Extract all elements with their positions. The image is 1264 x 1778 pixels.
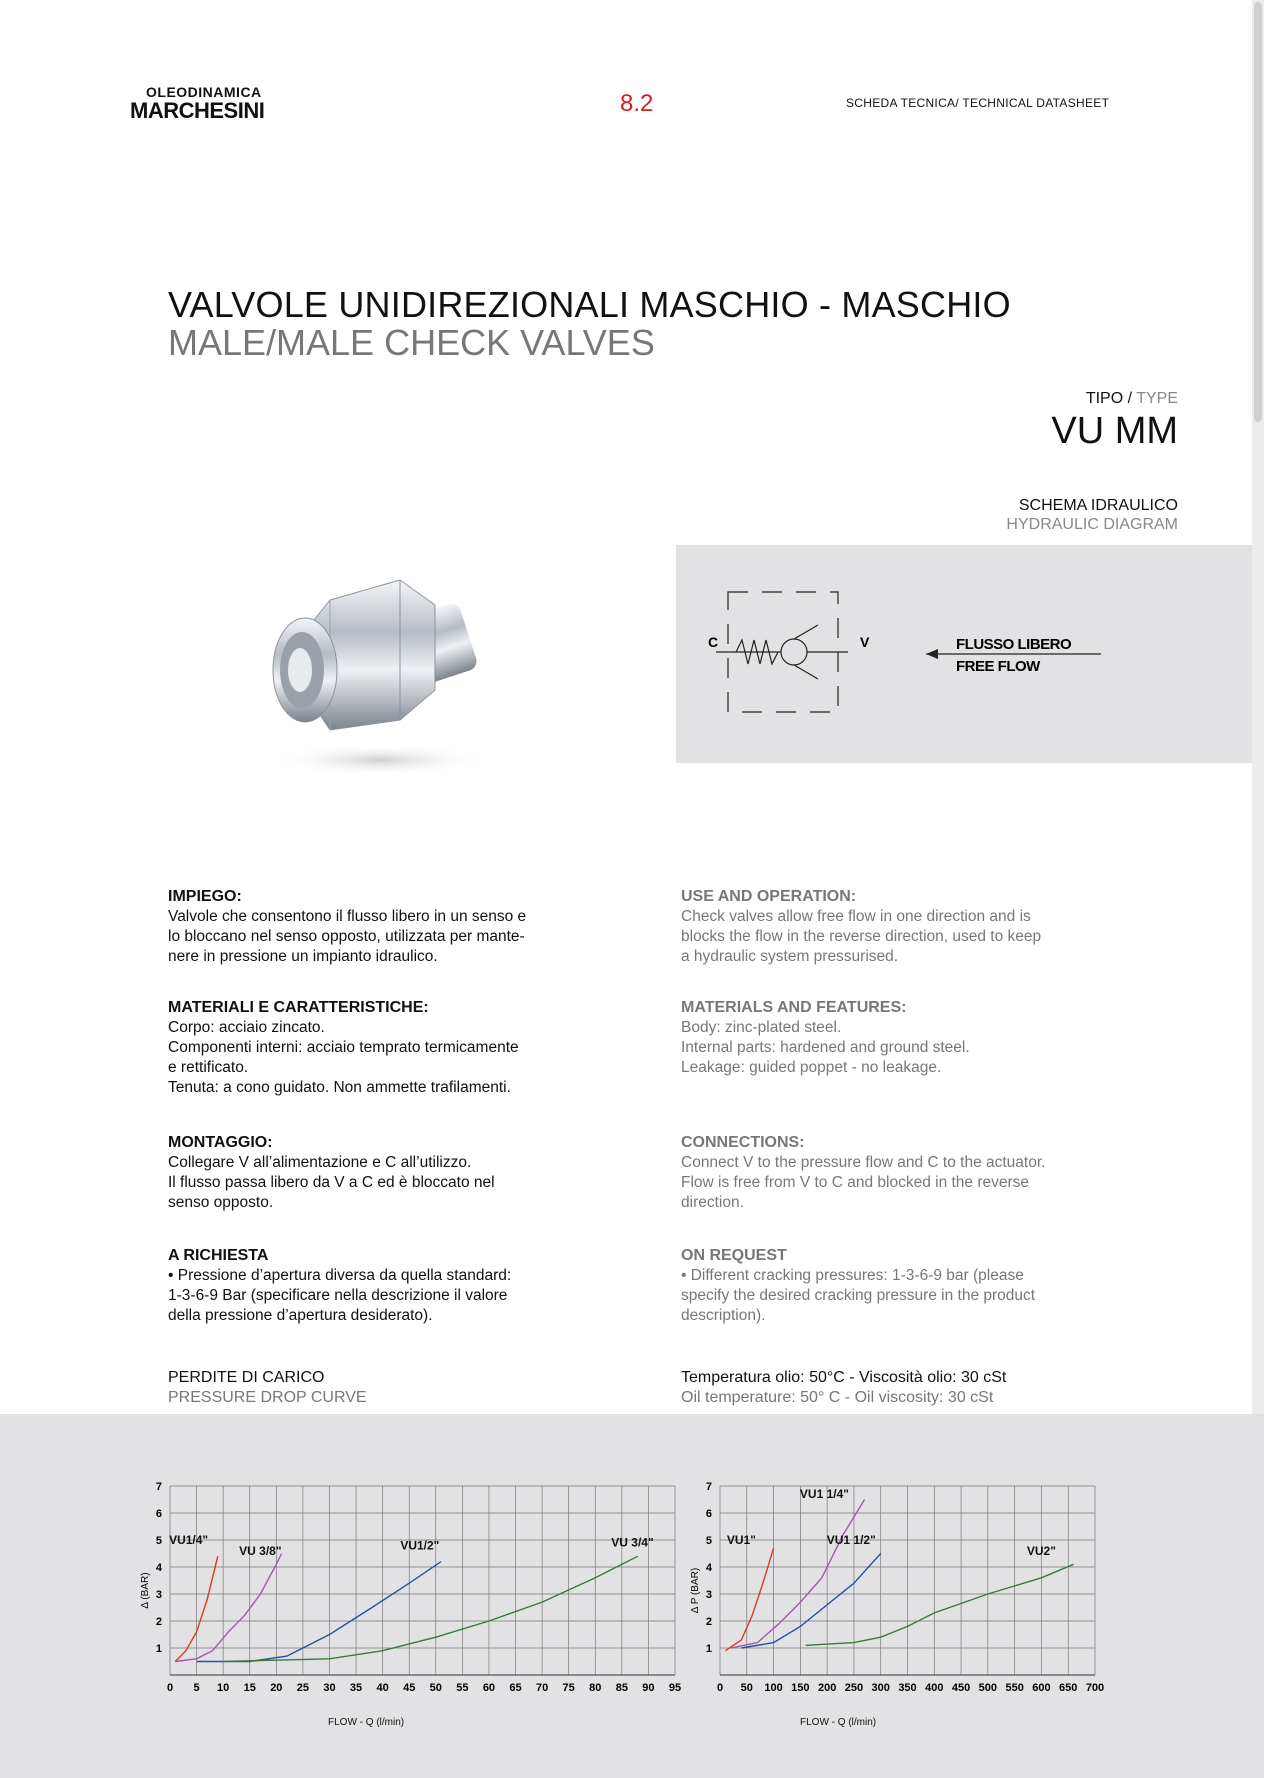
y-tick-label: 4 [155, 1562, 162, 1574]
series-line [731, 1500, 865, 1649]
x-tick-label: 30 [323, 1682, 336, 1694]
x-tick-label: 700 [1085, 1682, 1105, 1694]
pressure-drop-heading [168, 1368, 367, 1408]
hydraulic-diagram-panel [676, 545, 1252, 763]
series-line [197, 1562, 442, 1662]
y-tick-label: 6 [155, 1508, 162, 1520]
x-tick-label: 0 [166, 1682, 174, 1694]
title-english: MALE/MALE CHECK VALVES [168, 322, 655, 363]
section-title: MONTAGGIO: [168, 1134, 273, 1151]
section-title: CONNECTIONS: [681, 1134, 805, 1151]
y-tick-label: 2 [705, 1616, 712, 1628]
x-tick-label: 300 [871, 1682, 890, 1694]
series-label: VU1 1/4" [799, 1487, 849, 1502]
series-label: VU1 1/2" [826, 1533, 876, 1547]
x-tick-label: 40 [376, 1682, 389, 1694]
section-body: Valvole che consentono il flusso libero in un senso e lo bloccano nel senso opposto, utilizzata per mante- nere in pressione un impianto idraulico. [168, 908, 527, 965]
x-tick-label: 90 [642, 1682, 655, 1694]
y-tick-label: 5 [705, 1535, 712, 1547]
x-tick-label: 70 [535, 1682, 549, 1694]
port-c-label: C [708, 634, 719, 650]
series-line [223, 1556, 638, 1661]
y-axis-label: Δ (BAR) [140, 1572, 151, 1609]
x-tick-label: 600 [1032, 1682, 1051, 1694]
section-materials-it [168, 998, 588, 1098]
y-tick-label: 7 [705, 1481, 712, 1493]
x-tick-label: 100 [764, 1682, 783, 1694]
schema-title-it: SCHEMA IDRAULICO [1018, 497, 1178, 514]
port-v-label: V [860, 634, 870, 650]
series-label: VU2" [1026, 1543, 1056, 1558]
section-body: Body: zinc-plated steel. Internal parts: hardened and ground steel. Leakage: guided poppet - no leakage. [681, 1019, 970, 1076]
x-tick-label: 350 [898, 1682, 917, 1694]
y-tick-label: 7 [155, 1481, 162, 1493]
x-tick-label: 85 [615, 1682, 628, 1694]
x-tick-label: 50 [740, 1682, 753, 1694]
section-body: Corpo: acciaio zincato. Componenti interni: acciaio temprato termicamente e rettificato. Tenuta: a cono guidato. Non ammette trafilamenti. [168, 1019, 519, 1096]
y-tick-label: 2 [155, 1616, 162, 1628]
type-label-it: TIPO / [1085, 390, 1137, 407]
page-number: 8.2 [620, 90, 654, 117]
x-axis-label-right: FLOW - Q (l/min) [800, 1717, 877, 1728]
section-use-it [168, 887, 588, 967]
schema-title-en: HYDRAULIC DIAGRAM [1006, 516, 1178, 533]
valve-product-image [250, 560, 510, 780]
x-tick-label: 60 [482, 1682, 496, 1694]
y-axis-label: Δ P (BAR) [690, 1567, 701, 1614]
series-line [175, 1554, 281, 1662]
x-tick-label: 15 [243, 1682, 256, 1694]
x-tick-label: 45 [403, 1682, 416, 1694]
flow-label-en: FREE FLOW [956, 658, 1040, 675]
section-request-en [681, 1246, 1121, 1326]
type-label [1086, 390, 1178, 408]
x-tick-label: 400 [925, 1682, 944, 1694]
section-use-en [681, 887, 1101, 967]
section-body: Connect V to the pressure flow and C to the actuator. Flow is free from V to C and blocked in the reverse direction. [681, 1154, 1046, 1211]
logo-line2: MARCHESINI [130, 98, 265, 123]
pressure-drop-charts-panel [0, 1414, 1264, 1778]
x-tick-label: 80 [589, 1682, 602, 1694]
section-title: USE AND OPERATION: [681, 888, 857, 905]
section-connections-en [681, 1133, 1121, 1213]
y-tick-label: 1 [155, 1643, 162, 1655]
pressure-drop-it: PERDITE DI CARICO [168, 1369, 325, 1386]
chart-grid [170, 1486, 675, 1675]
section-mounting-it [168, 1133, 588, 1213]
section-request-it [168, 1246, 588, 1326]
oil-conditions-it: Temperatura olio: 50°C - Viscosità olio: 30 cSt [681, 1369, 1007, 1386]
pressure-drop-chart-small [130, 1414, 690, 1714]
series-label: VU1/4" [169, 1533, 209, 1547]
type-label-en: TYPE [1136, 390, 1178, 407]
section-materials-en [681, 998, 1101, 1078]
section-body: Collegare V all’alimentazione e C all’utilizzo. Il flusso passa libero da V a C ed è bloccato nel senso opposto. [168, 1154, 495, 1211]
x-tick-label: 55 [456, 1682, 469, 1694]
x-tick-label: 50 [429, 1682, 442, 1694]
x-axis-label-left: FLOW - Q (l/min) [328, 1717, 405, 1728]
y-tick-label: 1 [705, 1643, 712, 1655]
series-line [741, 1554, 880, 1649]
hydraulic-diagram [676, 545, 1252, 763]
section-body: • Pressione d’apertura diversa da quella standard: 1-3-6-9 Bar (specificare nella descrizione il valore della pressione d’apertura desiderato). [168, 1267, 512, 1324]
x-tick-label: 25 [296, 1682, 310, 1694]
y-tick-label: 4 [705, 1562, 712, 1574]
pressure-drop-chart-large [670, 1414, 1130, 1714]
section-title: MATERIALI E CARATTERISTICHE: [168, 999, 429, 1016]
datasheet-label: SCHEDA TECNICA/ TECHNICAL DATASHEET [846, 96, 1110, 110]
series-label: VU1" [726, 1533, 756, 1547]
pressure-drop-en: PRESSURE DROP CURVE [168, 1389, 367, 1406]
y-tick-label: 3 [155, 1589, 162, 1601]
scrollbar-thumb[interactable] [1254, 2, 1262, 422]
x-tick-label: 75 [562, 1682, 575, 1694]
x-tick-label: 65 [509, 1682, 522, 1694]
section-title: MATERIALS AND FEATURES: [681, 999, 907, 1016]
section-body: • Different cracking pressures: 1-3-6-9 bar (please specify the desired cracking pressure in the product description). [681, 1267, 1036, 1324]
x-tick-label: 10 [217, 1682, 230, 1694]
section-title: IMPIEGO: [168, 888, 242, 905]
title-italian: VALVOLE UNIDIREZIONALI MASCHIO - MASCHIO [168, 284, 1011, 325]
flow-label-it: FLUSSO LIBERO [956, 636, 1072, 653]
x-tick-label: 150 [791, 1682, 810, 1694]
series-label: VU 3/8" [239, 1543, 282, 1558]
x-tick-label: 0 [716, 1682, 724, 1694]
x-tick-label: 20 [270, 1682, 283, 1694]
oil-conditions [681, 1368, 1006, 1408]
series-label: VU 3/4" [611, 1535, 654, 1550]
y-tick-label: 5 [155, 1535, 162, 1547]
x-tick-label: 650 [1059, 1682, 1078, 1694]
x-tick-label: 95 [668, 1682, 682, 1694]
x-tick-label: 500 [978, 1682, 998, 1694]
x-tick-label: 200 [817, 1682, 837, 1694]
y-tick-label: 3 [705, 1589, 712, 1601]
logo-line1: OLEODINAMICA [146, 84, 262, 100]
x-tick-label: 450 [951, 1682, 971, 1694]
chart-grid [720, 1486, 1095, 1675]
section-title: ON REQUEST [681, 1247, 787, 1264]
series-label: VU1/2" [400, 1538, 440, 1553]
x-tick-label: 5 [193, 1682, 200, 1694]
x-tick-label: 250 [844, 1682, 864, 1694]
type-code: VU MM [1051, 410, 1178, 452]
x-tick-label: 35 [349, 1682, 363, 1694]
series-line [806, 1564, 1074, 1645]
x-tick-label: 550 [1005, 1682, 1024, 1694]
y-tick-label: 6 [705, 1508, 712, 1520]
section-title: A RICHIESTA [168, 1247, 269, 1264]
oil-conditions-en: Oil temperature: 50° C - Oil viscosity: 30 cSt [681, 1389, 994, 1406]
section-body: Check valves allow free flow in one direction and is blocks the flow in the reverse direction, used to keep a hydraulic system pressurised. [681, 908, 1042, 965]
